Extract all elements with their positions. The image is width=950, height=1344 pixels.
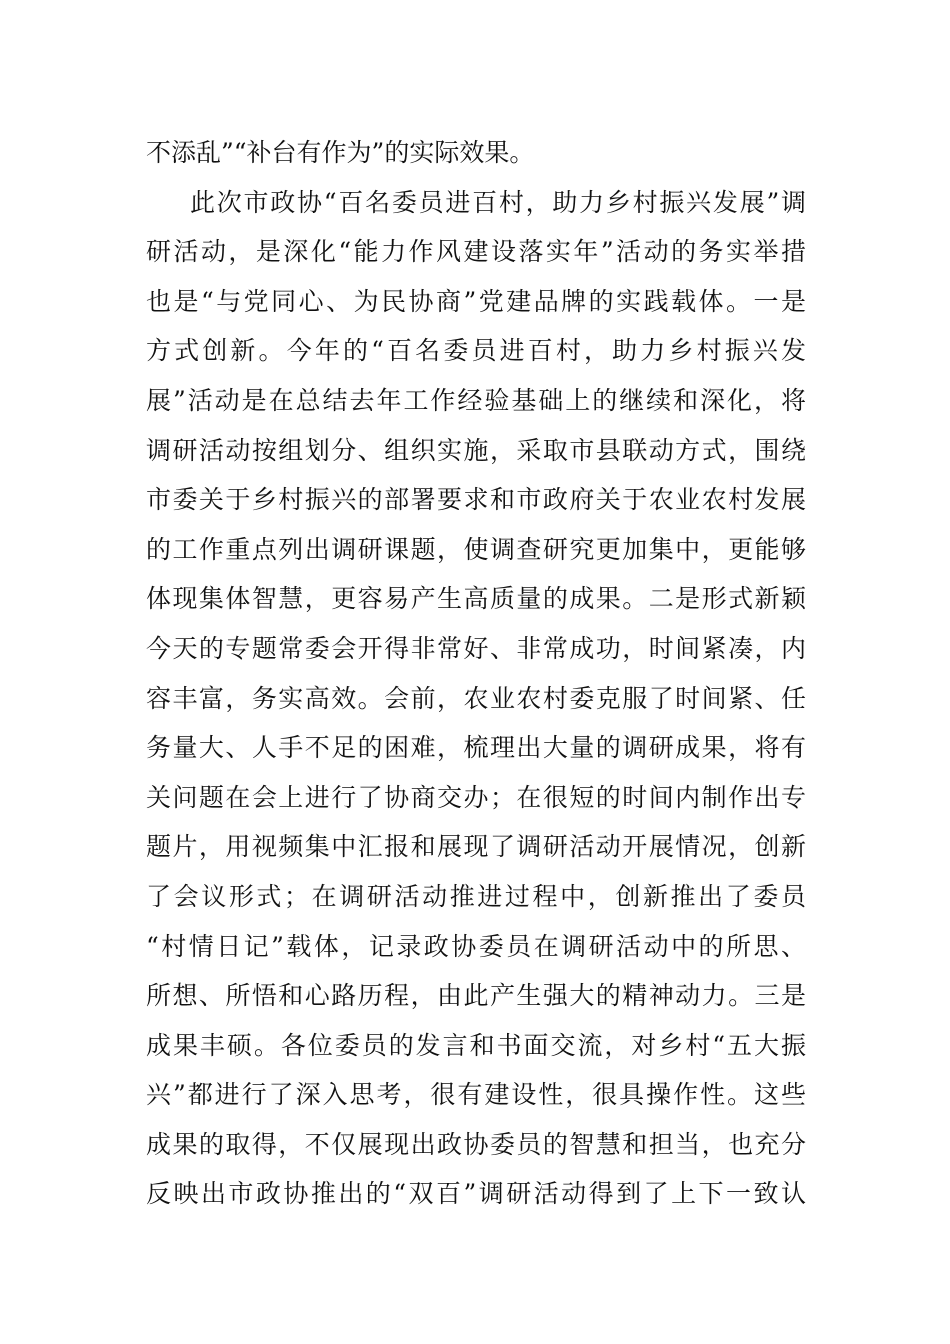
paragraph-start-line: 此次市政协“百名委员进百村，助力乡村振兴发展”调 xyxy=(190,187,806,217)
text-line: 务量大、人手不足的困难，梳理出大量的调研成果，将有 xyxy=(146,733,806,763)
text-line: 体现集体智慧，更容易产生高质量的成果。二是形式新颖 xyxy=(146,584,806,614)
text-line: 的工作重点列出调研课题，使调查研究更加集中，更能够 xyxy=(146,534,806,564)
text-line: 所想、所悟和心路历程，由此产生强大的精神动力。三是 xyxy=(146,981,806,1011)
text-line: 了会议形式；在调研活动推进过程中，创新推出了委员 xyxy=(146,881,806,911)
text-line: 今天的专题常委会开得非常好、非常成功，时间紧凑，内 xyxy=(146,633,806,663)
text-line: 反映出市政协推出的“双百”调研活动得到了上下一致认 xyxy=(146,1179,806,1209)
text-line: “村情日记”载体，记录政协委员在调研活动中的所思、 xyxy=(146,931,806,961)
text-line: 展”活动是在总结去年工作经验基础上的继续和深化，将 xyxy=(146,385,806,415)
text-line: 调研活动按组划分、组织实施，采取市县联动方式，围绕 xyxy=(146,435,806,465)
text-line: 题片，用视频集中汇报和展现了调研活动开展情况，创新 xyxy=(146,832,806,862)
text-line: 成果丰硕。各位委员的发言和书面交流，对乡村“五大振 xyxy=(146,1030,806,1060)
text-line: 成果的取得，不仅展现出政协委员的智慧和担当，也充分 xyxy=(146,1129,806,1159)
text-line: 不添乱”“补台有作为”的实际效果。 xyxy=(146,138,535,167)
text-line: 也是“与党同心、为民协商”党建品牌的实践载体。一是 xyxy=(146,286,806,316)
text-line: 容丰富，务实高效。会前，农业农村委克服了时间紧、任 xyxy=(146,683,806,713)
text-line: 研活动，是深化“能力作风建设落实年”活动的务实举措 xyxy=(146,237,806,267)
text-line: 市委关于乡村振兴的部署要求和市政府关于农业农村发展 xyxy=(146,485,806,515)
text-line: 兴”都进行了深入思考，很有建设性，很具操作性。这些 xyxy=(146,1080,806,1110)
text-line: 关问题在会上进行了协商交办；在很短的时间内制作出专 xyxy=(146,782,806,812)
document-body-text xyxy=(146,128,806,1219)
text-line: 方式创新。今年的“百名委员进百村，助力乡村振兴发 xyxy=(146,336,806,366)
